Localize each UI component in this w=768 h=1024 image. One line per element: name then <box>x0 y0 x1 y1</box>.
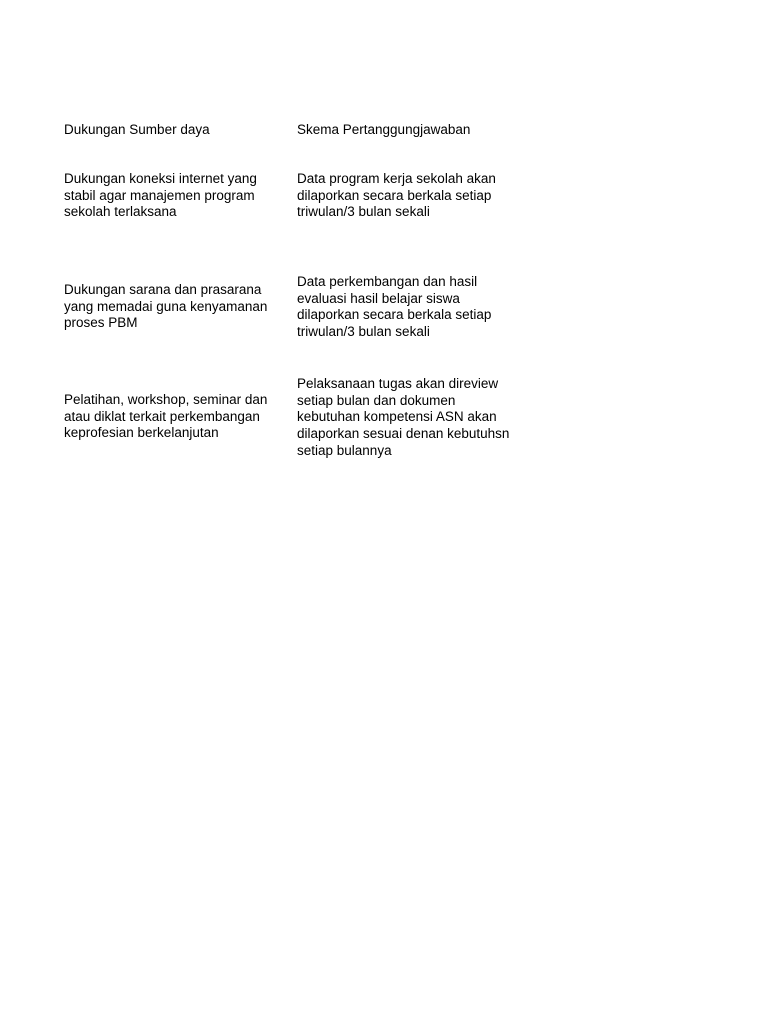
header-skema-pertanggungjawaban: Skema Pertanggungjawaban <box>297 122 471 137</box>
row-2-dukungan: Dukungan sarana dan prasarana yang memadai guna kenyamanan proses PBM <box>64 282 268 331</box>
row-2-skema: Data perkembangan dan hasil evaluasi hasil belajar siswa dilaporkan secara berkala setiap triwulan/3 bulan sekali <box>297 274 492 340</box>
row-3-skema: Pelaksanaan tugas akan direview setiap bulan dan dokumen kebutuhan kompetensi ASN akan dilaporkan sesuai denan kebutuhsn setiap bulannya <box>297 376 510 458</box>
row-1-skema: Data program kerja sekolah akan dilaporkan secara berkala setiap triwulan/3 bulan sekali <box>297 171 496 220</box>
row-3-dukungan: Pelatihan, workshop, seminar dan atau diklat terkait perkembangan keprofesian berkelanjutan <box>64 392 268 441</box>
header-dukungan-sumber-daya: Dukungan Sumber daya <box>64 122 210 137</box>
row-1-dukungan: Dukungan koneksi internet yang stabil agar manajemen program sekolah terlaksana <box>64 171 257 220</box>
